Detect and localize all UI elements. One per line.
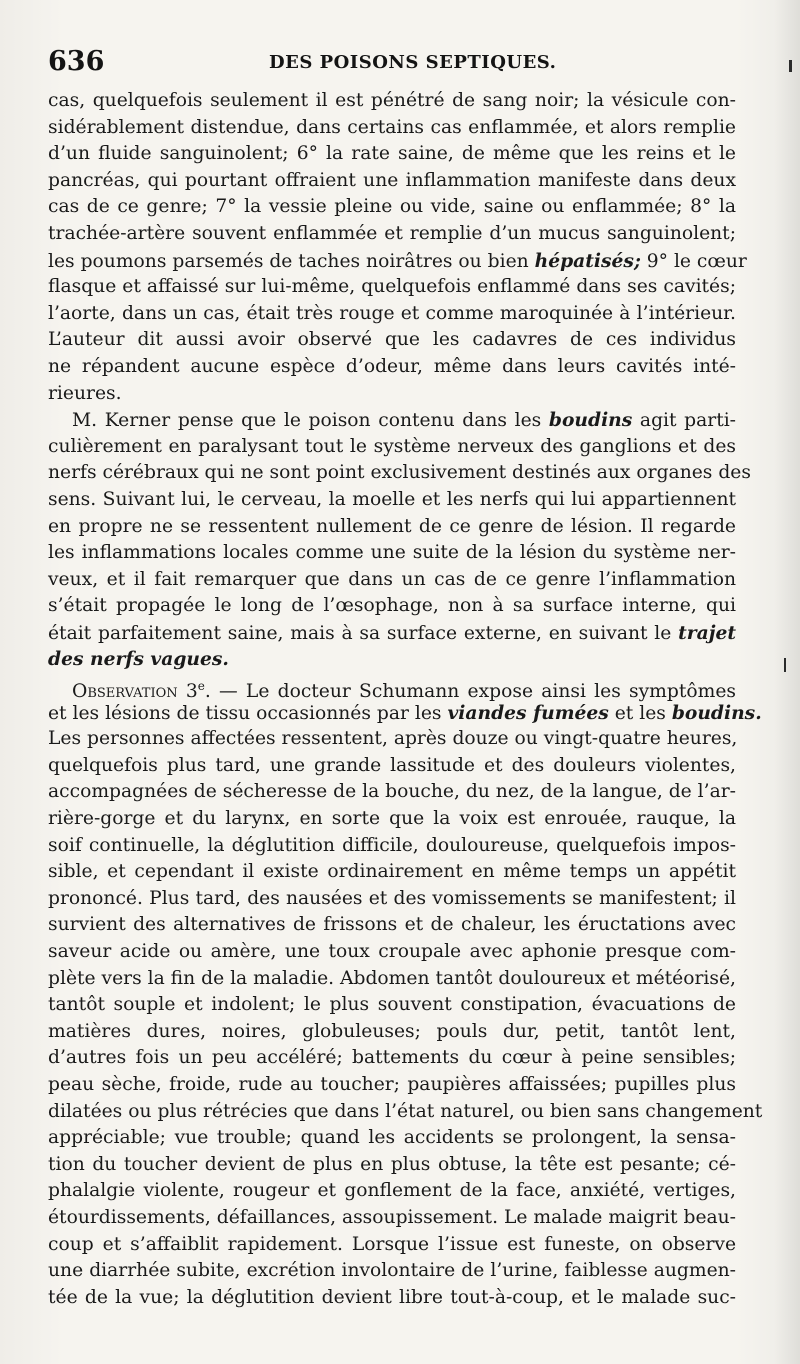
text-line: rière-gorge et du larynx, en sorte que la voix est enrouée, rauque, la [48, 808, 736, 830]
margin-mark [784, 658, 794, 672]
text-line: tion du toucher devient de plus en plus obtuse, la tête est pesante; cé- [48, 1153, 736, 1175]
text-line: les inflammations locales comme une suite de la lésion du système ner- [48, 542, 736, 564]
text-line: L’auteur dit aussi avoir observé que les cadavres de ces individus [48, 329, 736, 351]
page-edge-shadow [774, 0, 800, 1364]
text-line: l’aorte, dans un cas, était très rouge et comme maroquinée à l’intérieur. [48, 302, 736, 324]
small-caps-text: Observation [72, 681, 178, 703]
margin-mark [789, 60, 792, 72]
text-line: tée de la vue; la déglutition devient libre tout-à-coup, et le malade suc- [48, 1286, 736, 1308]
body-text [48, 88, 763, 1311]
italic-text: boudins [548, 409, 633, 432]
italic-text: trajet [678, 621, 736, 644]
text-line: pancréas, qui pourtant offraient une inflammation manifeste dans deux [48, 169, 736, 191]
text-line: cas, quelquefois seulement il est pénétré de sang noir; la vésicule con- [48, 90, 736, 111]
superscript: e [197, 679, 205, 694]
text-line: veux, et il fait remarquer que dans un cas de ce genre l’inflammation [48, 568, 736, 590]
text-line: Observation 3e. — Le docteur Schumann expose ainsi les symptômes [72, 679, 736, 703]
text-line: flasque et affaissé sur lui-même, quelquefois enflammé dans ses cavités; [48, 276, 736, 298]
text-line: M. Kerner pense que le poison contenu dans les boudins agit parti- [72, 409, 736, 432]
text-line: plète vers la fin de la maladie. Abdomen tantôt douloureux et météorisé, [48, 967, 736, 989]
text-line: étourdissements, défaillances, assoupissement. Le malade maigrit beau- [48, 1206, 736, 1228]
italic-text: des nerfs vagues. [48, 648, 229, 671]
text-line: s’était propagée le long de l’œsophage, non à sa surface interne, qui [48, 595, 736, 617]
text-line: était parfaitement saine, mais à sa surface externe, en suivant le trajet [48, 621, 736, 644]
italic-text: boudins. [671, 701, 762, 724]
text-line: phalalgie violente, rougeur et gonflement de la face, anxiété, vertiges, [48, 1180, 736, 1202]
text-line: d’un fluide sanguinolent; 6° la rate saine, de même que les reins et le [48, 143, 736, 165]
italic-text: viandes fumées [447, 701, 609, 724]
text-line: saveur acide ou amère, une toux croupale avec aphonie presque com- [48, 941, 736, 962]
text-line: quelquefois plus tard, une grande lassitude et des douleurs violentes, [48, 754, 736, 776]
text-line: ne répandent aucune espèce d’odeur, même dans leurs cavités inté- [48, 355, 736, 377]
text-line: prononcé. Plus tard, des nausées et des vomissements se manifestent; il [48, 887, 736, 909]
text-line: culièrement en paralysant tout le système nerveux des ganglions et des [48, 435, 736, 457]
text-line: cas de ce genre; 7° la vessie pleine ou vide, saine ou enflammée; 8° la [48, 196, 736, 218]
text-line: matières dures, noires, globuleuses; pouls dur, petit, tantôt lent, [48, 1020, 736, 1042]
text-line: rieures. [48, 382, 122, 404]
text-line: dilatées ou plus rétrécies que dans l’état naturel, ou bien sans changement [48, 1100, 763, 1122]
text-line: peau sèche, froide, rude au toucher; paupières affaissées; pupilles plus [48, 1073, 736, 1095]
text-line: Les personnes affectées ressentent, après douze ou vingt-quatre heures, [48, 728, 738, 750]
running-title: DES POISONS SEPTIQUES. [269, 52, 557, 73]
text-line: une diarrhée subite, excrétion involontaire de l’urine, faiblesse augmen- [48, 1260, 736, 1282]
text-line: coup et s’affaiblit rapidement. Lorsque l’issue est funeste, on observe [48, 1233, 736, 1255]
text-line: en propre ne se ressentent nullement de ce genre de lésion. Il regarde [48, 515, 736, 537]
text-line: accompagnées de sécheresse de la bouche, du nez, de la langue, de l’ar- [48, 781, 736, 803]
text-line [48, 646, 736, 673]
text-line: survient des alternatives de frissons et de chaleur, les éructations avec [48, 914, 736, 936]
text-line: nerfs cérébraux qui ne sont point exclusivement destinés aux organes des [48, 462, 751, 484]
page-number: 636 [48, 46, 105, 77]
text-line: trachée-artère souvent enflammée et remplie d’un mucus sanguinolent; [48, 222, 736, 244]
text-line: soif continuelle, la déglutition difficile, douloureuse, quelquefois impos- [48, 834, 736, 856]
text-line: les poumons parsemés de taches noirâtres ou bien hépatisés; 9° le cœur [48, 249, 747, 272]
text-line: sible, et cependant il existe ordinairement en même temps un appétit [48, 861, 736, 883]
page-header [48, 44, 738, 84]
text-line: et les lésions de tissu occasionnés par les viandes fumées et les boudins. [48, 701, 762, 724]
italic-text: hépatisés; [534, 249, 641, 272]
text-line: sens. Suivant lui, le cerveau, la moelle et les nerfs qui lui appartiennent [48, 488, 736, 510]
text-line: tantôt souple et indolent; le plus souvent constipation, évacuations de [48, 994, 736, 1016]
text-line: appréciable; vue trouble; quand les accidents se prolongent, la sensa- [48, 1127, 736, 1149]
text-line: d’autres fois un peu accéléré; battements du cœur à peine sensibles; [48, 1047, 736, 1069]
text-line: sidérablement distendue, dans certains cas enflammée, et alors remplie [48, 116, 736, 138]
